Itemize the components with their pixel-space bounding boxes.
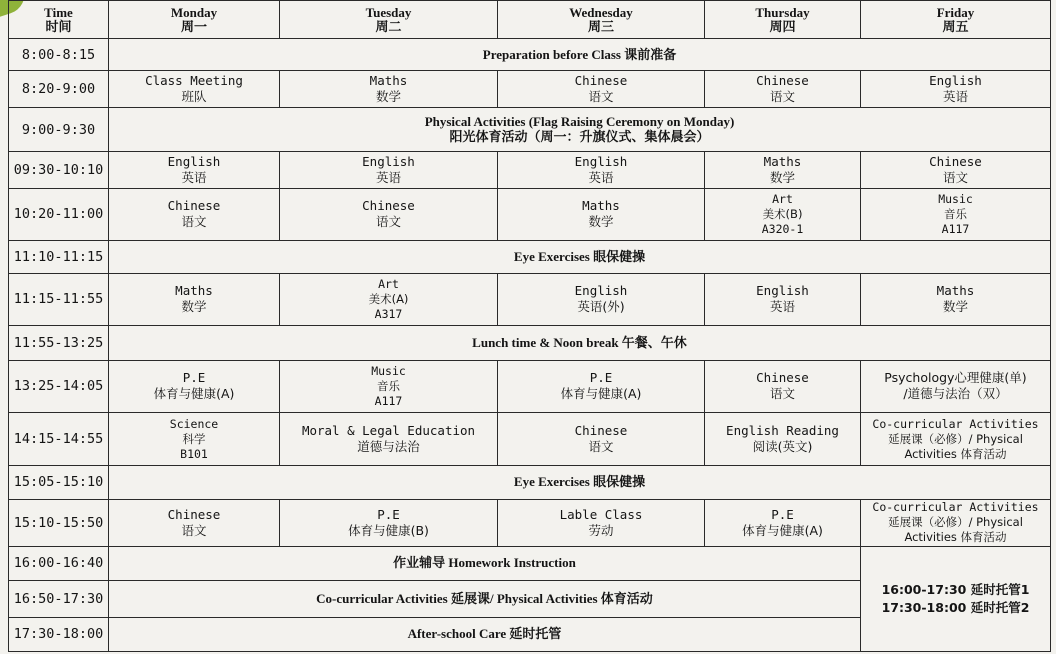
lesson-cell: [705, 413, 861, 466]
full-row-activity: Eye Exercises 眼保健操: [109, 465, 1051, 499]
lesson-cell: [109, 71, 280, 107]
time-slot: 15:05-15:10: [9, 465, 109, 499]
time-slot: 11:55-13:25: [9, 326, 109, 360]
cell-line: 延展课（必修）/ Physical: [888, 431, 1023, 446]
full-row-activity: Lunch time & Noon break 午餐、午休: [109, 326, 1051, 360]
timetable-row: [9, 500, 1051, 547]
cell-line: Chinese: [574, 73, 628, 89]
mon-thu-activity: After-school Care 延时托管: [109, 617, 861, 651]
cell-line: English: [167, 153, 221, 169]
lesson-cell: [498, 273, 705, 326]
cell-line: Moral & Legal Education: [301, 423, 476, 438]
lesson-cell: [109, 413, 280, 466]
lesson-cell: [861, 71, 1051, 107]
cell-line: English: [756, 283, 809, 299]
cell-line: 音乐: [944, 206, 967, 221]
cell-line: 语文: [375, 214, 401, 230]
cell-line: 数学: [181, 299, 207, 315]
lesson-cell: [109, 500, 280, 547]
cell-line: English Reading: [726, 423, 839, 438]
cell-line: Music: [371, 363, 406, 378]
lesson-cell: [705, 152, 861, 188]
time-slot: 16:00-16:40: [9, 546, 109, 580]
timetable-row: [9, 188, 1051, 241]
lesson-cell: [705, 188, 861, 241]
cell-line: 语文: [769, 386, 795, 402]
cell-line: 语文: [181, 522, 207, 538]
timetable-row: [9, 241, 1051, 273]
timetable-row: [9, 71, 1051, 107]
time-slot: 17:30-18:00: [9, 617, 109, 651]
timetable-row: [9, 152, 1051, 188]
lesson-cell: [280, 152, 498, 188]
lesson-cell: [861, 360, 1051, 413]
time-slot: 10:20-11:00: [9, 188, 109, 241]
timetable-row: [9, 107, 1051, 152]
timetable-row: [9, 39, 1051, 71]
cell-line: Chinese: [362, 198, 415, 214]
cell-line: Class Meeting: [145, 73, 243, 89]
full-row-activity: Eye Exercises 眼保健操: [109, 241, 1051, 273]
lesson-cell: [498, 152, 705, 188]
cell-line: 英语: [769, 299, 795, 315]
time-header-cn: 时间: [45, 19, 72, 35]
cell-line: Co-curricular Activities: [872, 416, 1039, 431]
cell-line: A117: [374, 393, 403, 408]
time-header: [9, 1, 109, 39]
lesson-cell: [280, 413, 498, 466]
cell-line: B101: [180, 446, 208, 461]
lesson-cell: [498, 71, 705, 107]
day-header-monday: [109, 1, 280, 39]
cell-line: Lable Class: [559, 506, 643, 522]
day-cn: 周五: [942, 19, 969, 35]
cell-line: 延展课（必修）/ Physical: [888, 515, 1023, 530]
cell-line: Chinese: [756, 370, 809, 386]
time-slot: 14:15-14:55: [9, 413, 109, 466]
friday-afternoon-care: [861, 546, 1051, 651]
cell-line: 英语(外): [577, 299, 625, 315]
time-slot: 11:15-11:55: [9, 273, 109, 326]
cell-line: P.E: [771, 506, 794, 522]
cell-line: Chinese: [167, 198, 221, 214]
lesson-cell: [280, 500, 498, 547]
cell-line: A320-1: [761, 221, 804, 236]
day-en: Monday: [170, 4, 218, 20]
cell-line: Activities 体育活动: [904, 446, 1007, 461]
cell-line: 数学: [769, 169, 795, 185]
cell-line: 数学: [588, 214, 614, 230]
cell-line: Chinese: [167, 506, 221, 522]
cell-line: Maths: [936, 283, 975, 299]
cell-line: 阳光体育活动（周一：升旗仪式、集体晨会）: [449, 129, 710, 145]
time-slot: 9:00-9:30: [9, 107, 109, 152]
cell-line: 音乐: [377, 378, 400, 393]
cell-line: 英语: [942, 89, 968, 105]
cell-line: 体育与健康(A): [153, 386, 235, 402]
cell-line: 美术(A): [368, 291, 409, 306]
lesson-cell: [109, 360, 280, 413]
cell-line: 劳动: [588, 522, 614, 538]
cell-line: 美术(B): [762, 206, 803, 221]
cell-line: Psychology心理健康(单): [884, 370, 1027, 386]
lesson-cell: [498, 188, 705, 241]
day-header-wednesday: [498, 1, 705, 39]
lesson-cell: [861, 152, 1051, 188]
cell-line: English: [362, 153, 415, 169]
lesson-cell: [498, 360, 705, 413]
day-en: Tuesday: [365, 4, 412, 20]
cell-line: Activities 体育活动: [904, 530, 1007, 545]
lesson-cell: [498, 413, 705, 466]
cell-line: Maths: [369, 73, 408, 89]
cell-line: 英语: [375, 169, 401, 185]
lesson-cell: [705, 71, 861, 107]
cell-line: Maths: [763, 153, 802, 169]
timetable-row: [9, 546, 1051, 580]
day-en: Thursday: [755, 4, 810, 20]
cell-line: Physical Activities (Flag Raising Ceremony on Monday): [424, 113, 735, 129]
cell-line: 语文: [769, 89, 795, 105]
cell-line: /道德与法治（双）: [903, 386, 1008, 402]
header-row: [9, 1, 1051, 39]
day-header-tuesday: [280, 1, 498, 39]
lesson-cell: [109, 273, 280, 326]
full-row-activity: Preparation before Class 课前准备: [109, 39, 1051, 71]
cell-line: English: [574, 283, 628, 299]
time-slot: 8:00-8:15: [9, 39, 109, 71]
cell-line: Maths: [582, 198, 620, 214]
day-cn: 周四: [769, 19, 796, 35]
cell-line: Art: [772, 191, 793, 206]
cell-line: P.E: [377, 506, 400, 522]
lesson-cell: [861, 273, 1051, 326]
lesson-cell: [861, 188, 1051, 241]
mon-thu-activity: Co-curricular Activities 延展课/ Physical Activities 体育活动: [109, 581, 861, 617]
timetable-row: [9, 465, 1051, 499]
time-slot: 8:20-9:00: [9, 71, 109, 107]
lesson-cell: [280, 71, 498, 107]
cell-line: Maths: [175, 283, 213, 299]
timetable-row: [9, 273, 1051, 326]
lesson-cell: [280, 188, 498, 241]
full-row-activity: [109, 107, 1051, 152]
cell-line: 体育与健康(A): [560, 386, 642, 402]
cell-line: 英语: [588, 169, 614, 185]
time-slot: 09:30-10:10: [9, 152, 109, 188]
cell-line: Chinese: [929, 153, 982, 169]
cell-line: 数学: [375, 89, 401, 105]
cell-line: Chinese: [574, 423, 628, 438]
time-slot: 13:25-14:05: [9, 360, 109, 413]
cell-line: Co-curricular Activities: [872, 500, 1039, 515]
day-cn: 周二: [375, 19, 402, 35]
cell-line: 17:30-18:00 延时托管2: [881, 599, 1030, 615]
time-slot: 15:10-15:50: [9, 500, 109, 547]
cell-line: Chinese: [756, 73, 809, 89]
lesson-cell: [498, 500, 705, 547]
lesson-cell: [705, 360, 861, 413]
timetable-row: [9, 326, 1051, 360]
cell-line: 班队: [181, 89, 207, 105]
cell-line: English: [574, 153, 628, 169]
cell-line: 英语: [181, 169, 207, 185]
lesson-cell: [280, 273, 498, 326]
cell-line: A117: [941, 221, 970, 236]
day-header-thursday: [705, 1, 861, 39]
class-timetable: [8, 0, 1051, 652]
day-en: Wednesday: [569, 4, 633, 20]
cell-line: English: [929, 73, 982, 89]
day-cn: 周一: [180, 19, 207, 35]
day-header-friday: [861, 1, 1051, 39]
timetable-row: [9, 413, 1051, 466]
cell-line: 数学: [942, 299, 968, 315]
cell-line: 语文: [942, 169, 968, 185]
lesson-cell: [109, 152, 280, 188]
time-slot: 11:10-11:15: [9, 241, 109, 273]
cell-line: 语文: [588, 89, 614, 105]
cell-line: Science: [169, 416, 219, 431]
cell-line: 语文: [588, 439, 614, 454]
cell-line: 体育与健康(A): [742, 522, 823, 538]
cell-line: 阅读(英文): [752, 439, 813, 454]
cell-line: A317: [374, 306, 403, 321]
cell-line: 语文: [181, 214, 207, 230]
lesson-cell: [705, 500, 861, 547]
mon-thu-activity: 作业辅导 Homework Instruction: [109, 546, 861, 580]
cell-line: 科学: [182, 431, 206, 446]
lesson-cell: [861, 500, 1051, 547]
cell-line: Art: [378, 276, 399, 291]
timetable-row: [9, 360, 1051, 413]
cell-line: 体育与健康(B): [348, 522, 429, 538]
cell-line: P.E: [182, 370, 206, 386]
cell-line: 道德与法治: [357, 439, 420, 454]
lesson-cell: [705, 273, 861, 326]
cell-line: P.E: [589, 370, 613, 386]
lesson-cell: [109, 188, 280, 241]
day-cn: 周三: [587, 19, 614, 35]
day-en: Friday: [936, 4, 975, 20]
cell-line: Music: [938, 191, 973, 206]
lesson-cell: [280, 360, 498, 413]
lesson-cell: [861, 413, 1051, 466]
time-header-en: Time: [44, 4, 73, 20]
time-slot: 16:50-17:30: [9, 581, 109, 617]
cell-line: 16:00-17:30 延时托管1: [881, 581, 1030, 597]
